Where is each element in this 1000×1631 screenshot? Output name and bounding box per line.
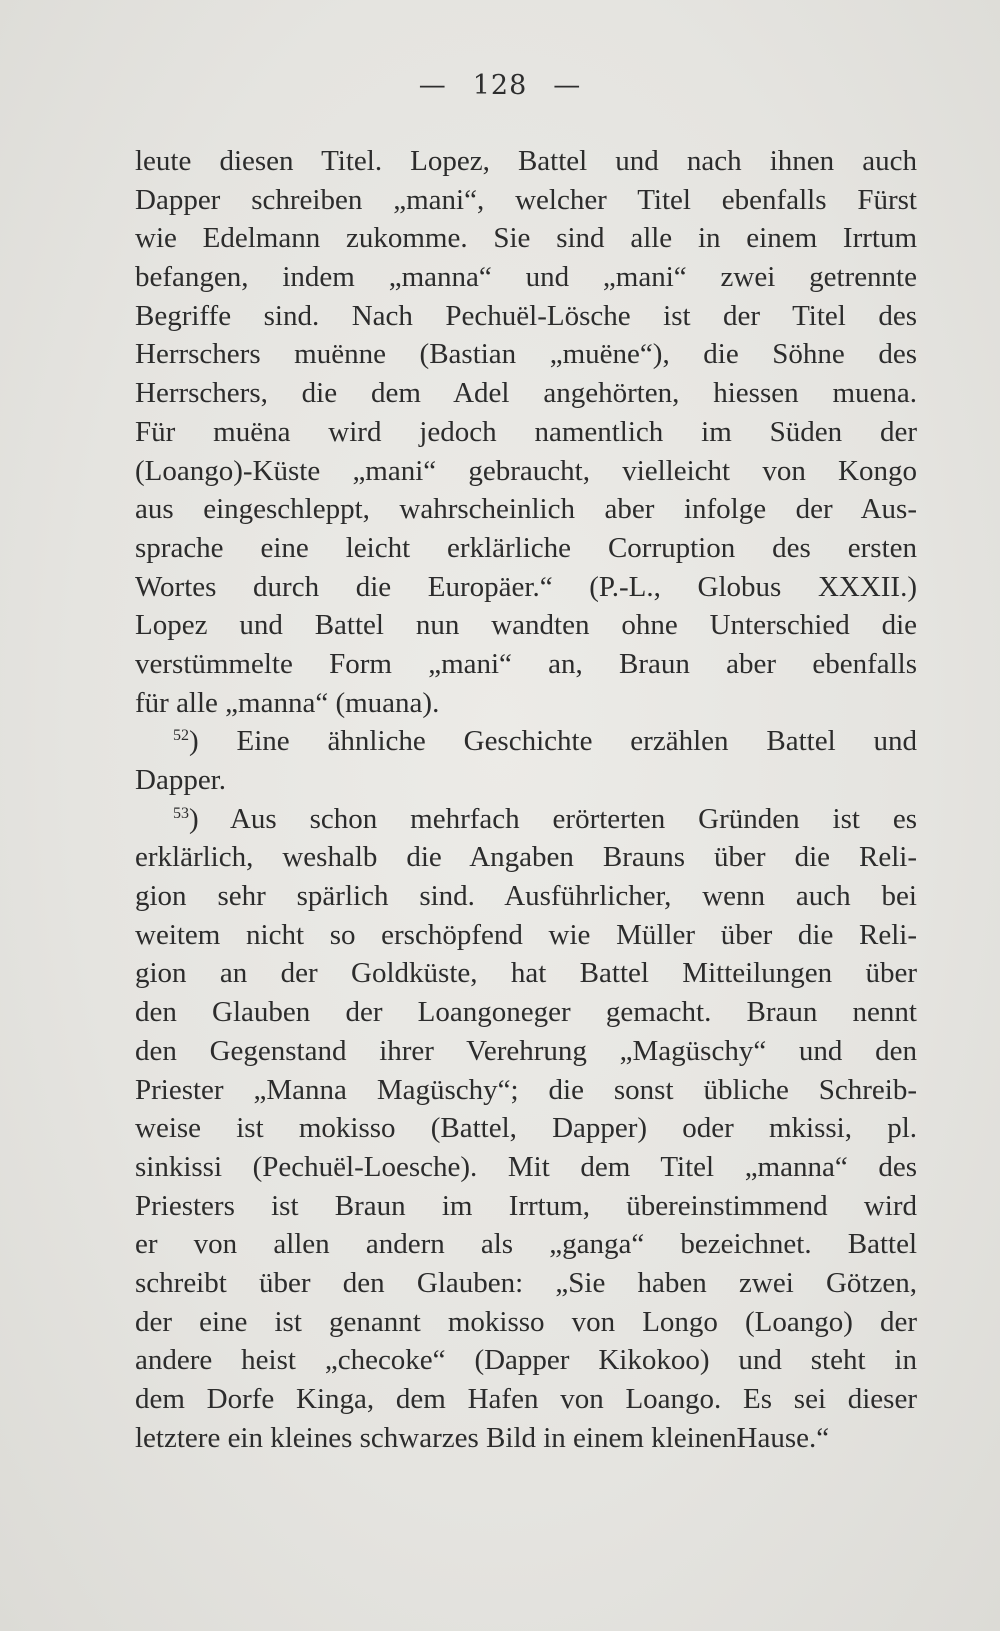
text-line: Begriffe sind. Nach Pechuël-Lösche ist der Titel des	[135, 299, 917, 332]
text-line: wie Edelmann zukomme. Sie sind alle in einem Irrtum	[135, 222, 917, 255]
footnote-marker-53: 53	[173, 804, 189, 822]
text-line: aus eingeschleppt, wahrscheinlich aber infolge der Aus-	[135, 493, 917, 526]
text-line: gion sehr spärlich sind. Ausführlicher, wenn auch bei	[135, 880, 917, 913]
text-line: der eine ist genannt mokisso von Longo (Loango) der	[135, 1305, 917, 1338]
text-line: Für muëna wird jedoch namentlich im Süden der	[135, 415, 917, 448]
text-line: Priesters ist Braun im Irrtum, übereinstimmend wird	[135, 1189, 917, 1222]
text-line: leute diesen Titel. Lopez, Battel und nach ihnen auch	[135, 145, 917, 177]
text-line: Dapper.	[135, 764, 226, 796]
body-text	[135, 142, 917, 1457]
text-line: andere heist „checoke“ (Dapper Kikokoo) und steht in	[135, 1344, 917, 1377]
text-line: gion an der Goldküste, hat Battel Mitteilungen über	[135, 957, 917, 990]
text-line: sprache eine leicht erklärliche Corruption des ersten	[135, 531, 917, 564]
footnote-52-line: $^{52}$) Eine ähnliche Geschichte erzählen Battel und	[173, 725, 917, 758]
text-line: Dapper schreiben „mani“, welcher Titel ebenfalls Fürst	[135, 183, 917, 216]
text-line: sinkissi (Pechuël-Loesche). Mit dem Titel „manna“ des	[135, 1150, 917, 1183]
footnote-marker-52: 52	[173, 727, 189, 745]
page-number	[0, 70, 1000, 101]
text-line: den Glauben der Loangoneger gemacht. Braun nennt	[135, 996, 917, 1029]
text-line: er von allen andern als „ganga“ bezeichnet. Battel	[135, 1228, 917, 1261]
text-line: weitem nicht so erschöpfend wie Müller über die Reli-	[135, 918, 917, 951]
text-line: Lopez und Battel nun wandten ohne Unterschied die	[135, 609, 917, 642]
text-line: Herrschers muënne (Bastian „muëne“), die Söhne des	[135, 338, 917, 371]
text-line: für alle „manna“ (muana).	[135, 686, 440, 719]
text-line: (Loango)-Küste „mani“ gebraucht, vielleicht von Kongo	[135, 454, 917, 487]
footnote-53-text: Aus schon mehrfach erörterten Gründen ist es	[229, 802, 917, 835]
text-line: schreibt über den Glauben: „Sie haben zwei Götzen,	[135, 1266, 917, 1299]
text-line: befangen, indem „manna“ und „mani“ zwei getrennte	[135, 261, 917, 294]
text-line: erklärlich, weshalb die Angaben Brauns über die Reli-	[135, 841, 917, 874]
footnote-53-line: $^{53}$) Aus schon mehrfach erörterten Gründen ist es	[173, 802, 917, 835]
text-line: Herrschers, die dem Adel angehörten, hiessen muena.	[135, 377, 917, 410]
dash-right: —	[553, 70, 582, 101]
text-line: den Gegenstand ihrer Verehrung „Magüschy“ und den	[135, 1034, 917, 1067]
dash-left: —	[418, 70, 447, 101]
text-line: letztere ein kleines schwarzes Bild in einem kleinenHause.“	[135, 1421, 830, 1454]
text-line: Priester „Manna Magüschy“; die sonst übliche Schreib-	[135, 1073, 917, 1106]
text-line: Wortes durch die Europäer.“ (P.-L., Globus XXXII.)	[135, 570, 917, 603]
footnote-52-text: Eine ähnliche Geschichte erzählen Battel und	[236, 725, 917, 758]
text-line: dem Dorfe Kinga, dem Hafen von Loango. Es sei dieser	[135, 1383, 917, 1415]
text-line: weise ist mokisso (Battel, Dapper) oder mkissi, pl.	[135, 1112, 917, 1145]
page-number-value: 128	[472, 70, 528, 101]
text-line: verstümmelte Form „mani“ an, Braun aber ebenfalls	[135, 647, 917, 680]
